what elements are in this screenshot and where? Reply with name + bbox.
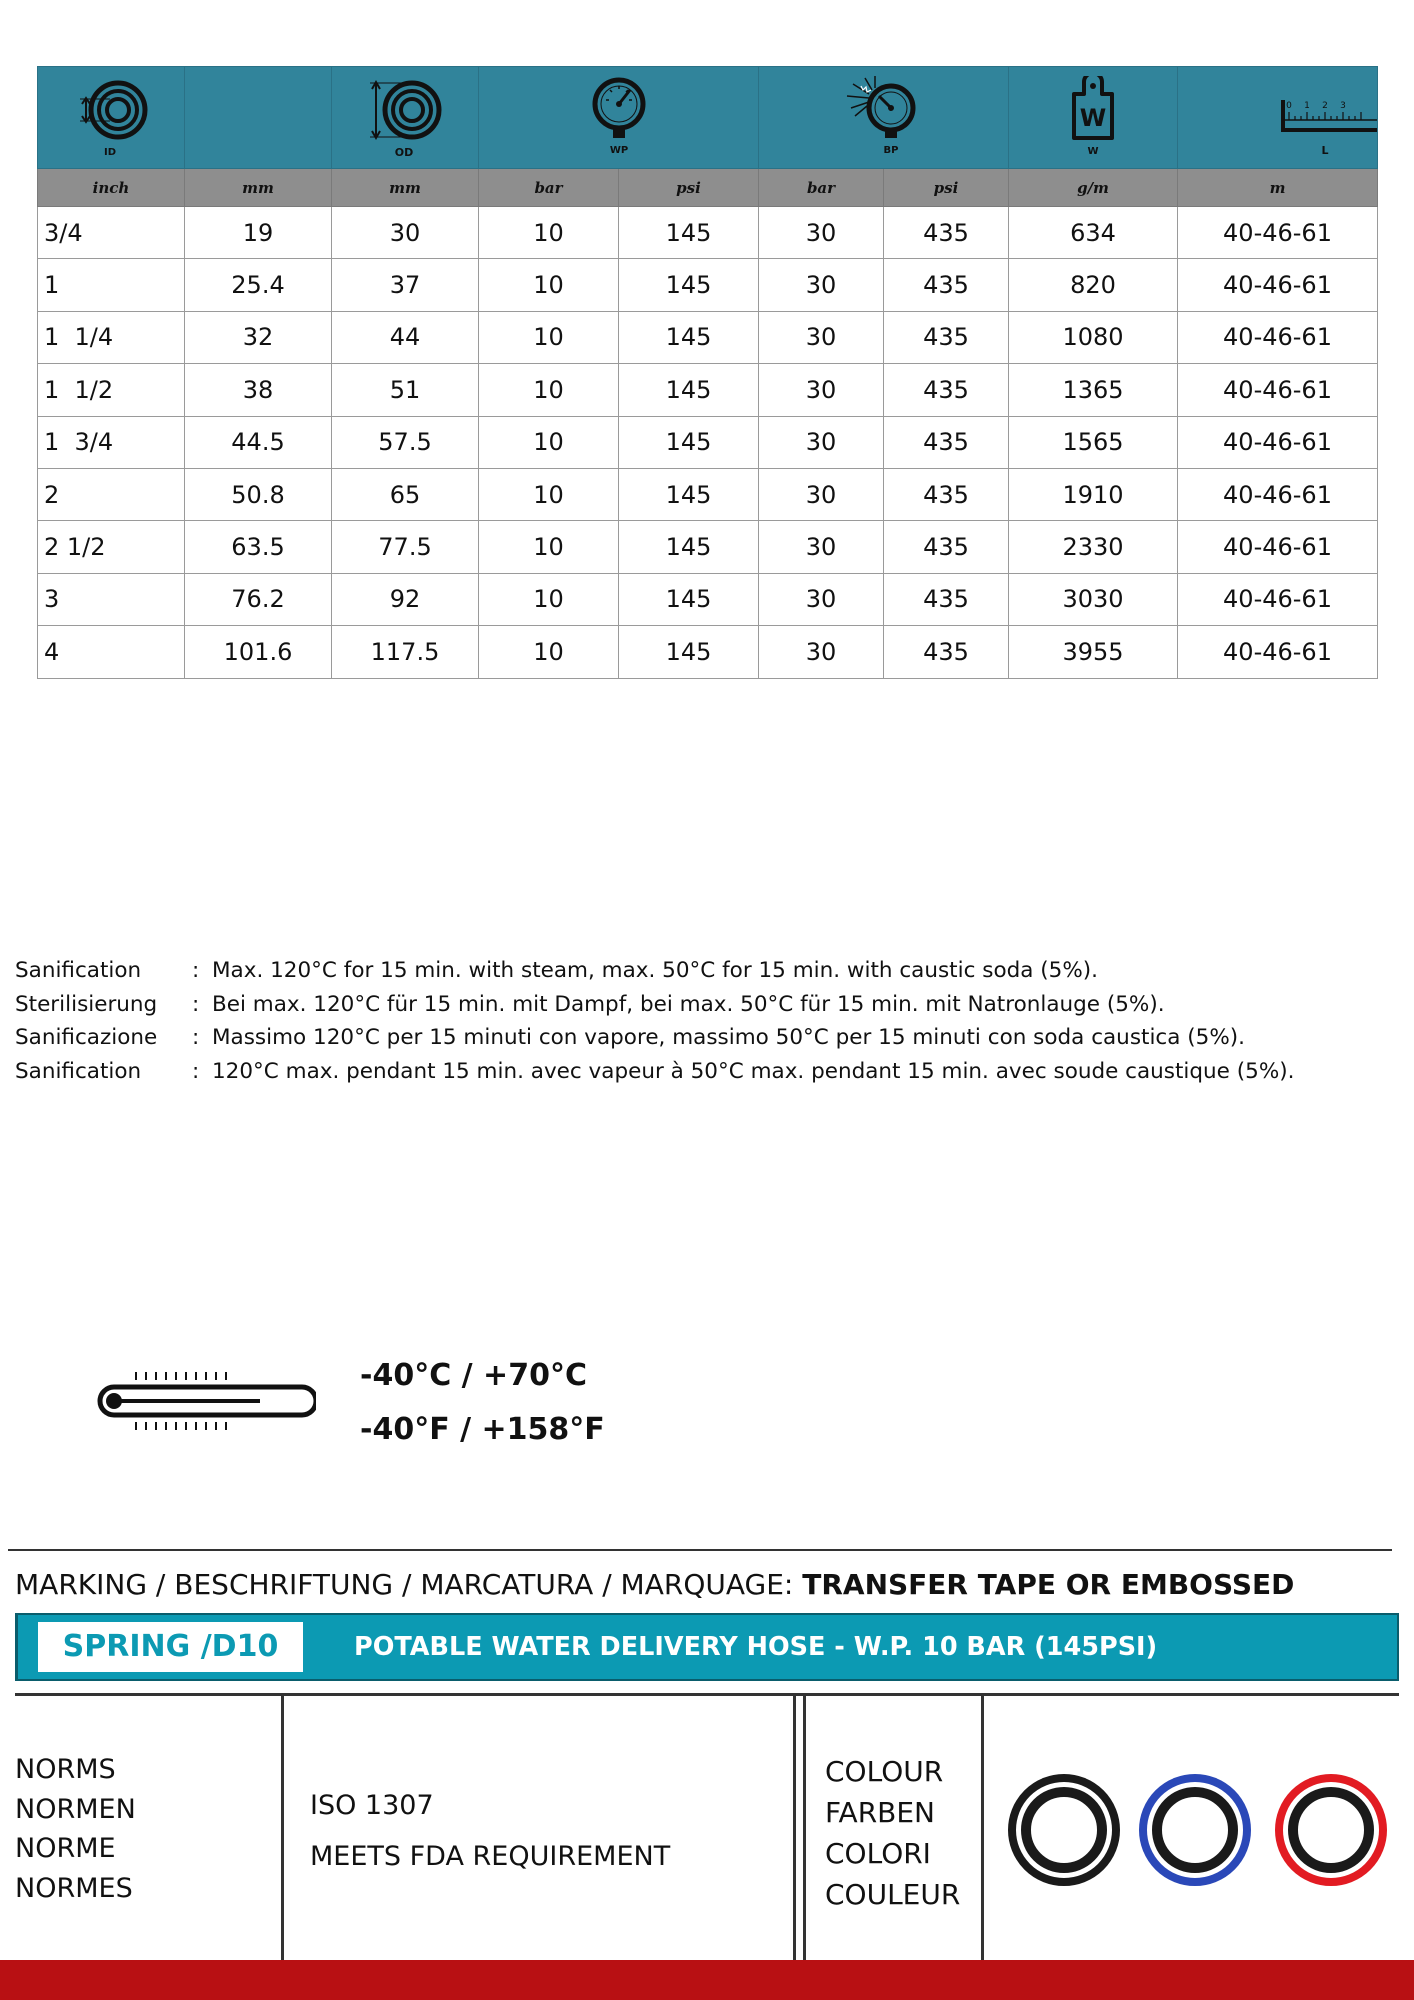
table-cell: 435 bbox=[884, 259, 1009, 311]
header-cell-wp bbox=[479, 67, 759, 169]
norm-value: MEETS FDA REQUIREMENT bbox=[310, 1841, 671, 1872]
norms-labels bbox=[15, 1750, 136, 1908]
temperature-range-celsius: -40°C / +70°C bbox=[360, 1358, 587, 1393]
divider bbox=[8, 1549, 1392, 1551]
footer-bar bbox=[0, 1960, 1414, 2000]
table-cell: 1565 bbox=[1009, 416, 1178, 468]
sanitation-label: Sanification bbox=[15, 958, 142, 983]
hose-red-swatch bbox=[1279, 1778, 1383, 1882]
sanitation-label: Sterilisierung bbox=[15, 991, 158, 1017]
weight-icon-glyph: W bbox=[1079, 103, 1107, 132]
table-cell: 40-46-61 bbox=[1178, 364, 1378, 416]
table-cell: 51 bbox=[332, 364, 479, 416]
table-cell: 435 bbox=[884, 521, 1009, 573]
table-cell: 38 bbox=[185, 364, 332, 416]
unit-row bbox=[38, 169, 1378, 207]
table-row bbox=[38, 364, 1378, 416]
norms-label: NORMEN bbox=[15, 1793, 136, 1825]
od-icon-label: OD bbox=[394, 145, 414, 159]
table-cell: 1080 bbox=[1009, 311, 1178, 363]
table-cell: 101.6 bbox=[185, 626, 332, 678]
hose-black-swatch bbox=[1012, 1778, 1116, 1882]
table-cell: 1 1/2 bbox=[38, 364, 185, 416]
table-row bbox=[38, 416, 1378, 468]
header-cell-id-mm bbox=[185, 67, 332, 169]
table-cell: 40-46-61 bbox=[1178, 521, 1378, 573]
marking-value: TRANSFER TAPE OR EMBOSSED bbox=[802, 1568, 1295, 1601]
table-cell: 3 bbox=[38, 573, 185, 625]
table-cell: 57.5 bbox=[332, 416, 479, 468]
working-pressure-gauge-icon bbox=[574, 76, 664, 160]
sanitation-colon: : bbox=[192, 958, 200, 983]
table-cell: 92 bbox=[332, 573, 479, 625]
hose-blue-swatch bbox=[1143, 1778, 1247, 1882]
sanitation-line bbox=[15, 1021, 1410, 1055]
product-code: SPRING /D10 bbox=[38, 1622, 303, 1672]
table-cell: 145 bbox=[619, 573, 759, 625]
ruler-tick-2: 2 bbox=[1322, 100, 1328, 111]
table-cell: 10 bbox=[479, 416, 619, 468]
colour-labels bbox=[825, 1751, 960, 1915]
divider bbox=[981, 1694, 984, 1960]
divider bbox=[793, 1694, 796, 1960]
table-row bbox=[38, 259, 1378, 311]
table-cell: 40-46-61 bbox=[1178, 468, 1378, 520]
ruler-tick-1: 1 bbox=[1304, 100, 1310, 111]
table-cell: 40-46-61 bbox=[1178, 207, 1378, 259]
table-cell: 10 bbox=[479, 626, 619, 678]
table-cell: 435 bbox=[884, 364, 1009, 416]
product-description: POTABLE WATER DELIVERY HOSE - W.P. 10 BAR (145PSI) bbox=[354, 1632, 1158, 1662]
unit-cell: psi bbox=[884, 169, 1009, 207]
unit-cell: bar bbox=[759, 169, 884, 207]
length-icon-label: L bbox=[1321, 143, 1329, 157]
table-cell: 10 bbox=[479, 364, 619, 416]
bp-icon-label: BP bbox=[883, 144, 898, 156]
colour-label: COULEUR bbox=[825, 1878, 961, 1911]
header-cell-bp bbox=[759, 67, 1009, 169]
sanitation-label: Sanification bbox=[15, 1058, 142, 1084]
table-cell: 77.5 bbox=[332, 521, 479, 573]
table-row bbox=[38, 573, 1378, 625]
sanitation-line bbox=[15, 954, 1410, 988]
table-cell: 40-46-61 bbox=[1178, 311, 1378, 363]
norms-label: NORMS bbox=[15, 1754, 116, 1785]
table-cell: 30 bbox=[759, 311, 884, 363]
table-cell: 63.5 bbox=[185, 521, 332, 573]
table-cell: 4 bbox=[38, 626, 185, 678]
table-cell: 1 bbox=[38, 259, 185, 311]
table-cell: 10 bbox=[479, 573, 619, 625]
table-cell: 1 3/4 bbox=[38, 416, 185, 468]
ruler-tick-0: 0 bbox=[1286, 100, 1292, 111]
table-cell: 145 bbox=[619, 626, 759, 678]
icon-header-row bbox=[38, 67, 1378, 169]
table-cell: 10 bbox=[479, 521, 619, 573]
weight-icon bbox=[1048, 76, 1138, 160]
table-cell: 2330 bbox=[1009, 521, 1178, 573]
norms-label: NORMES bbox=[15, 1872, 133, 1904]
divider bbox=[15, 1693, 1399, 1696]
table-cell: 40-46-61 bbox=[1178, 416, 1378, 468]
sanitation-line bbox=[15, 988, 1410, 1022]
table-cell: 30 bbox=[759, 573, 884, 625]
table-cell: 32 bbox=[185, 311, 332, 363]
sanitation-colon: : bbox=[192, 991, 200, 1017]
table-row bbox=[38, 468, 1378, 520]
norm-value: ISO 1307 bbox=[310, 1790, 434, 1821]
id-icon-label: ID bbox=[103, 146, 117, 158]
unit-cell: inch bbox=[38, 169, 185, 207]
table-cell: 1910 bbox=[1009, 468, 1178, 520]
table-cell: 65 bbox=[332, 468, 479, 520]
table-cell: 2 bbox=[38, 468, 185, 520]
table-cell: 3030 bbox=[1009, 573, 1178, 625]
table-cell: 145 bbox=[619, 416, 759, 468]
table-cell: 435 bbox=[884, 311, 1009, 363]
product-band bbox=[15, 1613, 1399, 1681]
table-cell: 435 bbox=[884, 573, 1009, 625]
table-cell: 2 1/2 bbox=[38, 521, 185, 573]
norms-label: NORME bbox=[15, 1833, 116, 1864]
sanitation-line bbox=[15, 1055, 1410, 1089]
weight-icon-label: W bbox=[1087, 145, 1099, 157]
table-cell: 3/4 bbox=[38, 207, 185, 259]
header-cell-od bbox=[332, 67, 479, 169]
wp-icon-label: WP bbox=[609, 144, 628, 156]
table-cell: 76.2 bbox=[185, 573, 332, 625]
inner-diameter-icon bbox=[66, 76, 156, 160]
sanitation-text: Max. 120°C for 15 min. with steam, max. 50°C for 15 min. with caustic soda (5%). bbox=[212, 958, 1098, 983]
burst-pressure-gauge-icon bbox=[839, 76, 929, 160]
colour-label: COLORI bbox=[825, 1837, 931, 1870]
table-cell: 30 bbox=[759, 207, 884, 259]
colour-label: COLOUR bbox=[825, 1755, 944, 1788]
table-cell: 44.5 bbox=[185, 416, 332, 468]
table-cell: 820 bbox=[1009, 259, 1178, 311]
table-cell: 40-46-61 bbox=[1178, 573, 1378, 625]
unit-cell: g/m bbox=[1009, 169, 1178, 207]
table-cell: 145 bbox=[619, 207, 759, 259]
table-cell: 1 1/4 bbox=[38, 311, 185, 363]
table-cell: 145 bbox=[619, 259, 759, 311]
sanitation-text: Massimo 120°C per 15 minuti con vapore, massimo 50°C per 15 minuti con soda caustica (5%). bbox=[212, 1025, 1245, 1050]
table-cell: 145 bbox=[619, 364, 759, 416]
ruler-tick-3: 3 bbox=[1340, 100, 1346, 111]
table-cell: 25.4 bbox=[185, 259, 332, 311]
sanitation-text: 120°C max. pendant 15 min. avec vapeur à 50°C max. pendant 15 min. avec soude caustique (5%). bbox=[212, 1058, 1295, 1084]
unit-cell: mm bbox=[332, 169, 479, 207]
norms-values bbox=[310, 1780, 670, 1882]
table-cell: 37 bbox=[332, 259, 479, 311]
table-cell: 435 bbox=[884, 416, 1009, 468]
table-cell: 44 bbox=[332, 311, 479, 363]
table-row bbox=[38, 311, 1378, 363]
sanitation-colon: : bbox=[192, 1058, 200, 1084]
table-cell: 30 bbox=[759, 468, 884, 520]
header-cell-weight bbox=[1009, 67, 1178, 169]
table-cell: 30 bbox=[759, 364, 884, 416]
table-cell: 30 bbox=[759, 626, 884, 678]
table-cell: 30 bbox=[759, 416, 884, 468]
spec-table bbox=[37, 66, 1378, 679]
table-cell: 117.5 bbox=[332, 626, 479, 678]
table-cell: 10 bbox=[479, 207, 619, 259]
temperature-range-fahrenheit: -40°F / +158°F bbox=[360, 1412, 605, 1447]
sanitation-label: Sanificazione bbox=[15, 1025, 158, 1050]
unit-cell: psi bbox=[619, 169, 759, 207]
table-cell: 10 bbox=[479, 468, 619, 520]
table-row bbox=[38, 521, 1378, 573]
divider bbox=[281, 1694, 284, 1960]
outer-diameter-icon bbox=[360, 76, 450, 160]
table-body bbox=[38, 207, 1378, 679]
table-cell: 435 bbox=[884, 468, 1009, 520]
table-cell: 145 bbox=[619, 468, 759, 520]
unit-cell: bar bbox=[479, 169, 619, 207]
thermometer-icon bbox=[90, 1370, 316, 1432]
marking-label: MARKING / BESCHRIFTUNG / MARCATURA / MARQUAGE: bbox=[15, 1568, 794, 1601]
table-row bbox=[38, 626, 1378, 678]
table-cell: 50.8 bbox=[185, 468, 332, 520]
divider bbox=[803, 1694, 806, 1960]
colour-label: FARBEN bbox=[825, 1796, 935, 1829]
sanitation-notes bbox=[15, 954, 1410, 1088]
unit-cell: mm bbox=[185, 169, 332, 207]
table-cell: 10 bbox=[479, 311, 619, 363]
length-ruler-icon bbox=[1277, 76, 1377, 160]
table-cell: 435 bbox=[884, 207, 1009, 259]
sanitation-colon: : bbox=[192, 1025, 200, 1050]
table-cell: 40-46-61 bbox=[1178, 259, 1378, 311]
table-cell: 30 bbox=[759, 521, 884, 573]
colour-swatches bbox=[1002, 1768, 1398, 1892]
unit-cell: m bbox=[1178, 169, 1378, 207]
table-cell: 10 bbox=[479, 259, 619, 311]
table-cell: 435 bbox=[884, 626, 1009, 678]
table-cell: 145 bbox=[619, 311, 759, 363]
table-cell: 3955 bbox=[1009, 626, 1178, 678]
table-cell: 145 bbox=[619, 521, 759, 573]
table-cell: 30 bbox=[332, 207, 479, 259]
table-row bbox=[38, 207, 1378, 259]
table-cell: 634 bbox=[1009, 207, 1178, 259]
header-cell-id bbox=[38, 67, 185, 169]
header-cell-length bbox=[1178, 67, 1378, 169]
table-cell: 1365 bbox=[1009, 364, 1178, 416]
marking-line bbox=[15, 1568, 1294, 1601]
table-cell: 40-46-61 bbox=[1178, 626, 1378, 678]
table-cell: 30 bbox=[759, 259, 884, 311]
sanitation-text: Bei max. 120°C für 15 min. mit Dampf, bei max. 50°C für 15 min. mit Natronlauge (5%). bbox=[212, 991, 1165, 1017]
table-cell: 19 bbox=[185, 207, 332, 259]
